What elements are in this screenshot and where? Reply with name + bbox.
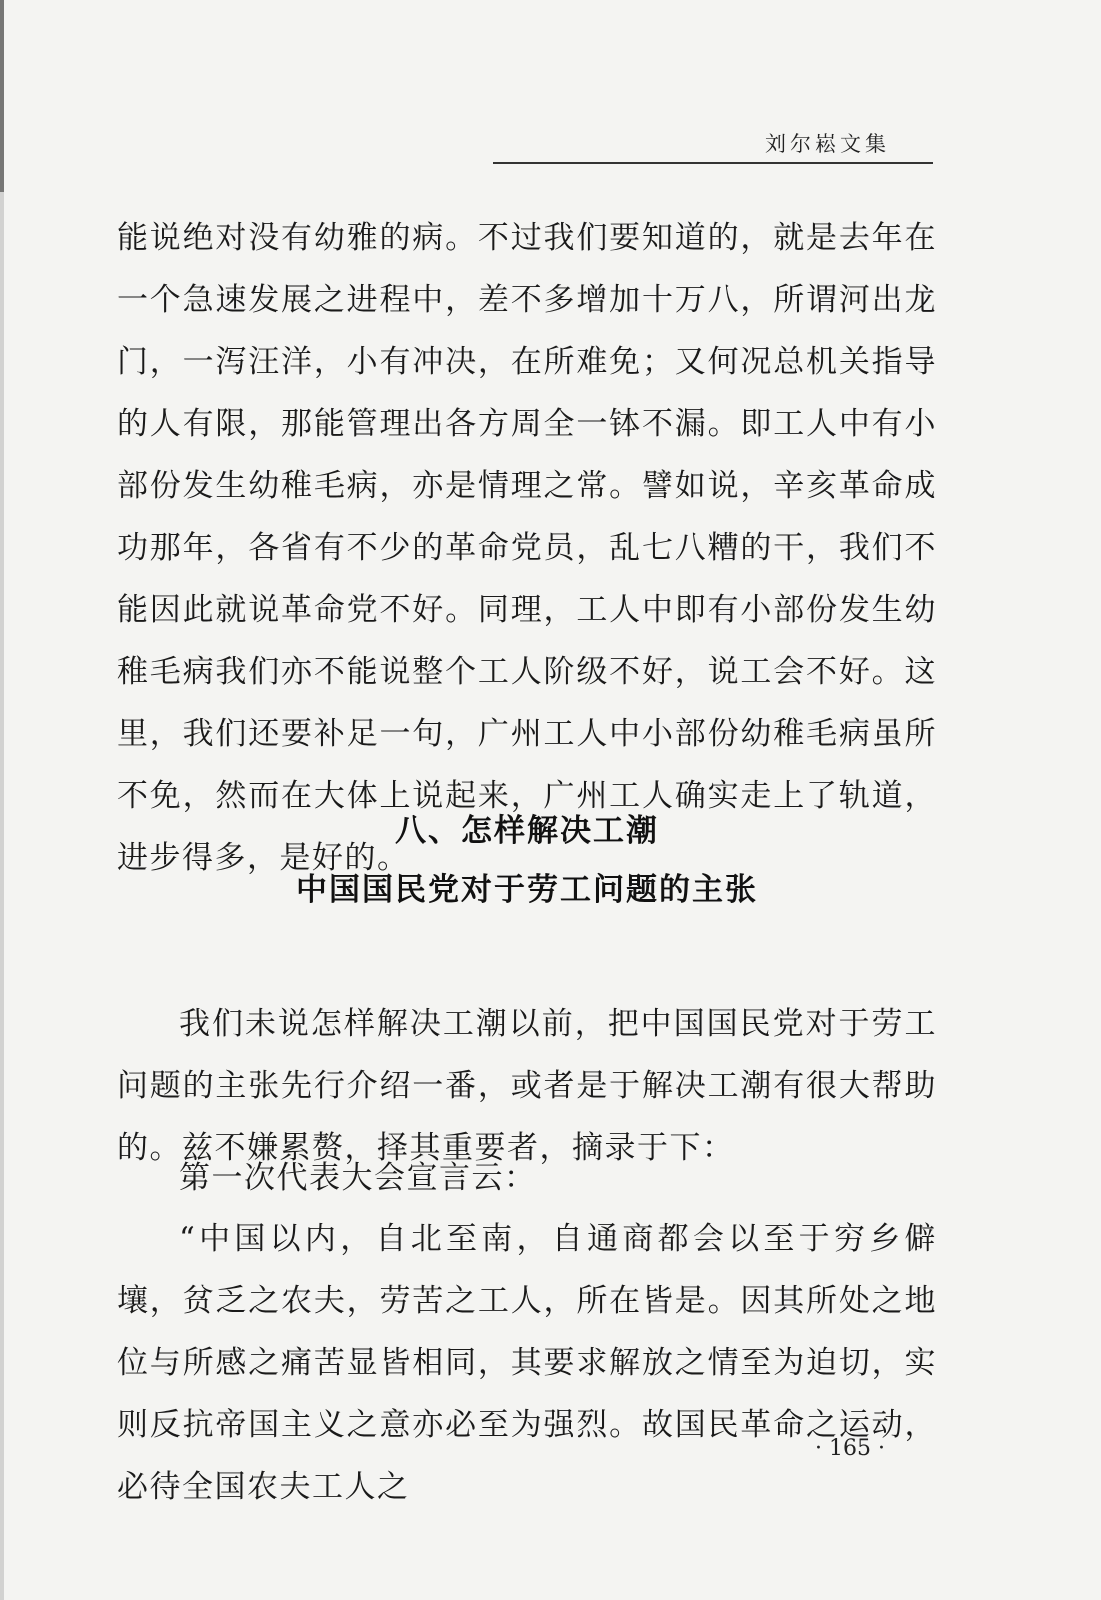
section-title: 八、怎样解决工潮 bbox=[395, 813, 659, 849]
body-paragraph-2: 我们未说怎样解决工潮以前，把中国国民党对于劳工问题的主张先行介绍一番，或者是于解决工潮有很大帮助的。兹不嫌累赘，择其重要者，摘录于下： bbox=[117, 1006, 937, 1166]
header-rule bbox=[493, 162, 933, 164]
body-paragraph-4: “中国以内，自北至南，自通商都会以至于穷乡僻壤，贫乏之农夫，劳苦之工人，所在皆是。因其所处之地位与所感之痛苦显皆相同，其要求解放之情至为迫切，实则反抗帝国主义之意亦必至为强烈。故国民革命之运动，必待全国农夫工人之 bbox=[117, 1221, 937, 1505]
body-paragraph-1: 能说绝对没有幼雅的病。不过我们要知道的，就是去年在一个急速发展之进程中，差不多增加十万八，所谓河出龙门，一泻汪洋，小有冲决，在所难免；又何况总机关指导的人有限，那能管理出各方周全一钵不漏。即工人中有小部份发生幼稚毛病，亦是情理之常。譬如说，辛亥革命成功那年，各省有不少的革命党员，乱七八糟的干，我们不能因此就说革命党不好。同理，工人中即有小部份发生幼稚毛病我们亦不能说整个工人阶级不好，说工会不好。这里，我们还要补足一句，广州工人中小部份幼稚毛病虽所不免，然而在大体上说起来，广州工人确实走上了轨道，进步得多，是好的。 bbox=[117, 220, 937, 876]
page-edge-mark bbox=[0, 0, 4, 1600]
page-number: · 165 · bbox=[815, 1436, 885, 1461]
running-head: 刘尔崧文集 bbox=[765, 132, 890, 156]
section-subtitle: 中国国民党对于劳工问题的主张 bbox=[296, 872, 758, 908]
body-paragraph-3: 第一次代表大会宣言云： bbox=[179, 1160, 537, 1196]
